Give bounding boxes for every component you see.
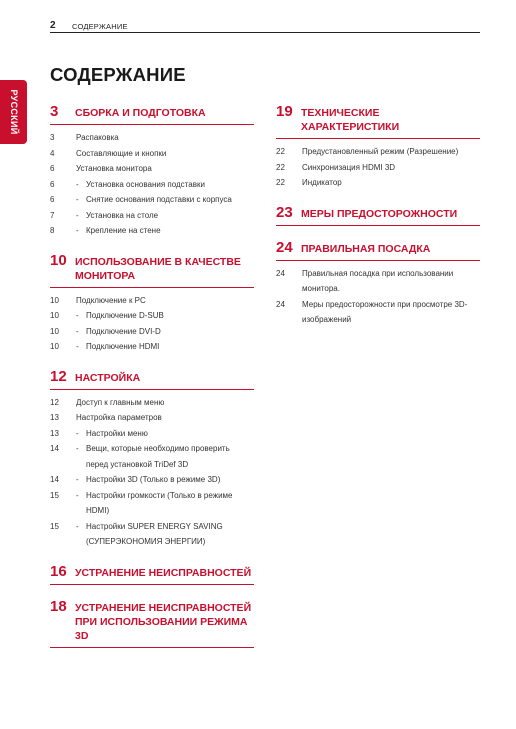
entry-text: Настройка параметров	[76, 413, 162, 422]
toc-entry[interactable]	[276, 266, 480, 297]
entry-page-number: 14	[50, 444, 59, 453]
entry-page-number: 7	[50, 210, 55, 220]
entry-page-number: 15	[50, 521, 59, 531]
page-number: 2	[50, 20, 56, 31]
section-title: СБОРКА И ПОДГОТОВКА	[75, 107, 206, 119]
section-page-number: 19	[276, 103, 293, 120]
entry-text: Установка монитора	[76, 164, 152, 173]
entry-text: Индикатор	[302, 178, 342, 187]
entry-text: Доступ к главным меню	[76, 397, 165, 407]
toc-entry[interactable]	[50, 308, 254, 324]
toc-right-column	[276, 104, 480, 342]
entry-dash: -	[76, 428, 79, 438]
entry-dash: -	[76, 490, 79, 500]
section-title: УСТРАНЕНИЕ НЕИСПРАВНОСТЕЙ ПРИ ИСПОЛЬЗОВАНИИ РЕЖИМА 3D	[75, 601, 252, 642]
entry-page-number: 15	[50, 490, 59, 500]
entry-text: Настройки 3D (Только в режиме 3D)	[86, 475, 221, 484]
entry-text: Подключение к PC	[76, 295, 146, 305]
toc-entry[interactable]	[50, 441, 254, 472]
entry-page-number: 10	[50, 342, 59, 351]
entry-dash: -	[76, 311, 79, 320]
section-page-number: 12	[50, 367, 67, 385]
entry-text: Меры предосторожности при просмотре 3D-изображений	[302, 299, 468, 324]
toc-section	[276, 240, 480, 328]
section-title: ПРАВИЛЬНАЯ ПОСАДКА	[301, 242, 431, 255]
entry-text: Установка на столе	[86, 210, 159, 220]
toc-entry[interactable]	[50, 519, 254, 550]
entry-text: Распаковка	[76, 133, 119, 142]
toc-section	[276, 205, 480, 226]
toc-entry[interactable]	[50, 426, 254, 442]
section-title: ТЕХНИЧЕСКИЕ ХАРАКТЕРИСТИКИ	[301, 107, 400, 133]
toc-entry[interactable]	[50, 293, 254, 309]
toc-entry[interactable]	[50, 130, 254, 146]
entry-text: Правильная посадка при использовании монитора.	[302, 268, 454, 293]
entry-page-number: 6	[50, 164, 55, 173]
toc-entry[interactable]	[50, 192, 254, 208]
toc-entry[interactable]	[50, 161, 254, 177]
entry-page-number: 10	[50, 326, 59, 336]
entry-page-number: 3	[50, 133, 55, 142]
entry-text: Вещи, которые необходимо проверить перед установкой TriDef 3D	[86, 444, 230, 469]
entry-dash: -	[76, 444, 79, 453]
toc-section	[276, 104, 480, 191]
toc-section	[50, 369, 254, 550]
section-page-number: 10	[50, 251, 67, 269]
entry-page-number: 22	[276, 162, 285, 172]
entry-page-number: 10	[50, 295, 59, 305]
section-page-number: 3	[50, 103, 59, 120]
entry-page-number: 8	[50, 226, 55, 235]
toc-section	[50, 104, 254, 239]
section-heading[interactable]	[276, 104, 480, 139]
entry-page-number: 4	[50, 148, 55, 158]
entry-text: Предустановленный режим (Разрешение)	[302, 147, 459, 156]
toc-section	[50, 599, 254, 648]
section-title: НАСТРОЙКА	[75, 371, 141, 384]
toc-entry[interactable]	[50, 395, 254, 411]
toc-left-column	[50, 104, 254, 662]
toc-entry[interactable]	[50, 410, 254, 426]
section-heading[interactable]	[50, 564, 254, 585]
entry-page-number: 12	[50, 397, 59, 407]
toc-entry[interactable]	[50, 488, 254, 519]
entry-dash: -	[76, 195, 79, 204]
document-title: СОДЕРЖАНИЕ	[50, 64, 186, 85]
toc-entry[interactable]	[276, 160, 480, 176]
entry-page-number: 10	[50, 311, 59, 320]
section-title: ИСПОЛЬЗОВАНИЕ В КАЧЕСТВЕ МОНИТОРА	[75, 255, 241, 282]
entry-dash: -	[76, 521, 79, 531]
entry-dash: -	[76, 326, 79, 336]
entry-page-number: 6	[50, 195, 55, 204]
entry-dash: -	[76, 475, 79, 484]
entry-text: Подключение HDMI	[86, 342, 160, 351]
toc-entry[interactable]	[276, 144, 480, 160]
entry-page-number: 14	[50, 475, 59, 484]
toc-entry[interactable]	[50, 208, 254, 224]
entry-text: Настройки громкости (Только в режиме HDMI)	[86, 490, 233, 515]
running-header: СОДЕРЖАНИЕ	[72, 22, 128, 31]
entry-page-number: 22	[276, 147, 285, 156]
header-rule	[50, 32, 480, 33]
toc-entry[interactable]	[276, 297, 480, 328]
section-heading[interactable]	[276, 240, 480, 261]
section-title: МЕРЫ ПРЕДОСТОРОЖНОСТИ	[301, 207, 458, 220]
entry-text: Крепление на стене	[86, 226, 161, 235]
section-page-number: 24	[276, 238, 293, 256]
entry-dash: -	[76, 179, 79, 189]
section-page-number: 18	[50, 597, 67, 615]
language-tab	[0, 80, 27, 144]
entry-dash: -	[76, 226, 79, 235]
entry-page-number: 24	[276, 268, 285, 278]
entry-text: Составляющие и кнопки	[76, 148, 167, 158]
entry-text: Установка основания подставки	[86, 179, 205, 189]
section-heading[interactable]	[50, 104, 254, 125]
section-heading[interactable]	[50, 599, 254, 648]
toc-entry[interactable]	[50, 223, 254, 239]
entry-text: Снятие основания подставки с корпуса	[86, 195, 232, 204]
entry-page-number: 22	[276, 178, 285, 187]
entry-text: Подключение D-SUB	[86, 311, 164, 320]
entry-page-number: 13	[50, 413, 59, 422]
section-heading[interactable]	[276, 205, 480, 226]
toc-entry[interactable]	[276, 175, 480, 191]
toc-section	[50, 253, 254, 355]
toc-entry[interactable]	[50, 324, 254, 340]
toc-entry[interactable]	[50, 339, 254, 355]
entry-dash: -	[76, 210, 79, 220]
toc-entry[interactable]	[50, 177, 254, 193]
entry-text: Настройки меню	[86, 428, 148, 438]
section-page-number: 23	[276, 203, 293, 221]
entry-page-number: 13	[50, 428, 59, 438]
section-heading[interactable]	[50, 369, 254, 390]
language-tab-label: РУССКИЙ	[8, 89, 19, 135]
entry-text: Синхронизация HDMI 3D	[302, 162, 396, 172]
toc-entry[interactable]	[50, 472, 254, 488]
section-page-number: 16	[50, 562, 67, 580]
section-title: УСТРАНЕНИЕ НЕИСПРАВНОСТЕЙ	[75, 566, 252, 579]
entry-text: Настройки SUPER ENERGY SAVING (СУПЕРЭКОНОМИЯ ЭНЕРГИИ)	[86, 521, 223, 546]
entry-dash: -	[76, 342, 79, 351]
toc-section	[50, 564, 254, 585]
entry-text: Подключение DVI-D	[86, 326, 161, 336]
entry-page-number: 6	[50, 179, 55, 189]
toc-entry[interactable]	[50, 146, 254, 162]
section-heading[interactable]	[50, 253, 254, 288]
entry-page-number: 24	[276, 299, 285, 309]
